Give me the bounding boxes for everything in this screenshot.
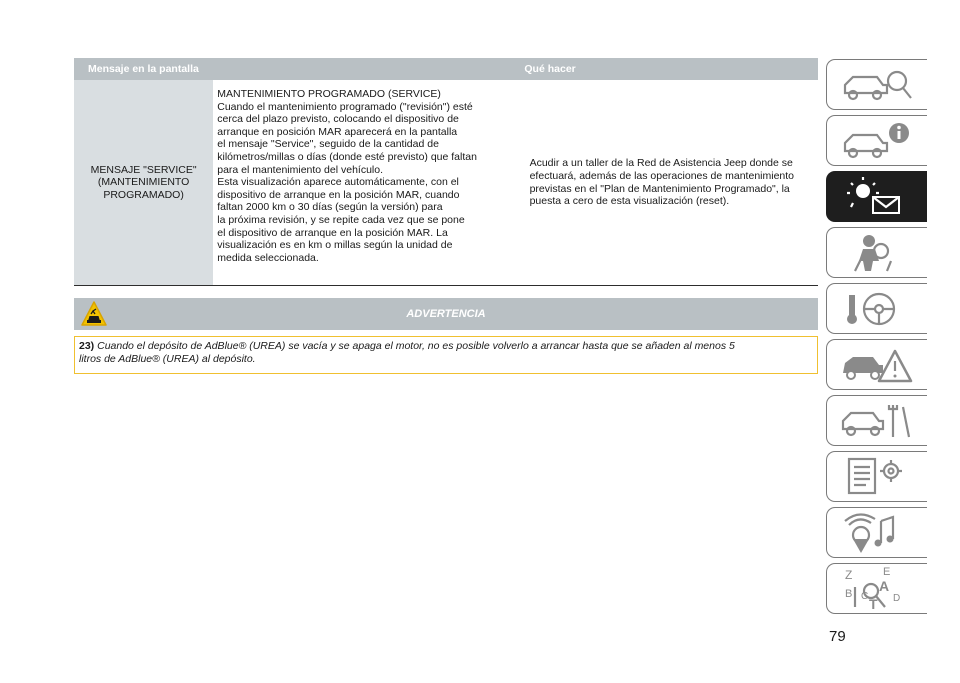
description-line: arranque en posición MAR aparecerá en la pantalla	[217, 125, 458, 138]
chapter-tab-4[interactable]	[826, 227, 928, 278]
action-line: efectuará, además de las operaciones de mantenimiento	[529, 169, 795, 182]
chapter-tab-9[interactable]	[826, 507, 928, 558]
description-line: Esta visualización aparece automáticamente, con el	[217, 176, 459, 189]
description-cell	[213, 80, 519, 285]
alphabet-letter: Z	[845, 568, 853, 582]
chapter-tab-10[interactable]	[826, 563, 928, 614]
chapter-tab-7[interactable]	[826, 395, 928, 446]
description-line: dispositivo de arranque en la posición MAR, cuando	[217, 188, 460, 201]
car-search-icon	[839, 63, 919, 107]
airbag-person-icon	[839, 231, 919, 275]
description-line: la próxima revisión, y se repite cada vez que se pone	[217, 213, 465, 226]
chapter-tab-8[interactable]	[826, 451, 928, 502]
message-line: (MANTENIMIENTO	[97, 176, 190, 189]
alphabet-letter: B	[845, 588, 853, 600]
chapter-tab-6[interactable]	[826, 339, 928, 390]
description-line: el dispositivo de arranque en la posición MAR. La	[217, 226, 448, 239]
action-line: previstas en el "Plan de Mantenimiento Programado", la	[529, 182, 790, 195]
description-line: medida seleccionada.	[217, 251, 319, 264]
table-row	[74, 80, 818, 286]
description-line: visualización es en km o millas según la unidad de	[217, 239, 453, 252]
description-line: el mensaje "Service", seguido de la cantidad de	[217, 138, 439, 151]
chapter-tab-2[interactable]	[826, 115, 928, 166]
alphabet-letter: T	[869, 596, 878, 611]
warning-header	[74, 298, 818, 330]
warning-title: ADVERTENCIA	[406, 308, 486, 320]
chapter-tab-5[interactable]	[826, 283, 928, 334]
warning-text-line: Cuando el depósito de AdBlue® (UREA) se vacía y se apaga el motor, no es posible volverlo a arrancar hasta que se añaden al menos 5	[97, 340, 735, 352]
header-message: Mensaje en la pantalla	[87, 63, 199, 75]
message-cell	[74, 80, 213, 285]
message-line: MENSAJE "SERVICE"	[90, 163, 197, 176]
header-action: Qué hacer	[524, 63, 576, 75]
description-line: cerca del plazo previsto, colocando el dispositivo de	[217, 113, 459, 126]
chapter-tab-1[interactable]	[826, 59, 928, 110]
car-warning-icon	[80, 300, 108, 327]
steering-key-icon	[839, 287, 919, 331]
alphabet-index-icon	[839, 567, 919, 611]
multimedia-music-icon	[839, 511, 919, 555]
message-table	[74, 58, 818, 286]
alphabet-letter: E	[883, 567, 891, 578]
description-line: para el mantenimiento del vehículo.	[217, 163, 383, 176]
table-header	[74, 58, 818, 80]
car-tools-icon	[839, 399, 919, 443]
warning-box	[74, 336, 818, 374]
header-description	[213, 58, 519, 80]
action-line: Acudir a un taller de la Red de Asistencia Jeep donde se	[529, 157, 793, 170]
alphabet-letter: D	[893, 593, 901, 604]
description-line: Cuando el mantenimiento programado ("revisión") esté	[217, 100, 473, 113]
warning-light-message-icon	[839, 175, 919, 219]
description-line: faltan 2000 km o 30 días (según la versión) para	[217, 201, 443, 214]
chapter-tab-3-active[interactable]	[826, 171, 928, 222]
description-line: kilómetros/millas o días (donde esté previsto) que faltan	[217, 150, 477, 163]
action-cell	[520, 80, 818, 285]
warning-number: 23)	[79, 340, 95, 352]
message-line: PROGRAMADO)	[103, 188, 184, 201]
alphabet-letter: C	[861, 591, 869, 602]
page-number: 79	[829, 628, 846, 645]
car-info-icon	[839, 119, 919, 163]
specs-gear-icon	[839, 455, 919, 499]
description-line: MANTENIMIENTO PROGRAMADO (SERVICE)	[217, 88, 441, 100]
warning-text-line: litros de AdBlue® (UREA) al depósito.	[79, 352, 256, 365]
action-line: puesta a cero de esta visualización (reset).	[529, 195, 730, 208]
alphabet-letter: A	[879, 578, 890, 594]
car-crash-warning-icon	[839, 343, 919, 387]
